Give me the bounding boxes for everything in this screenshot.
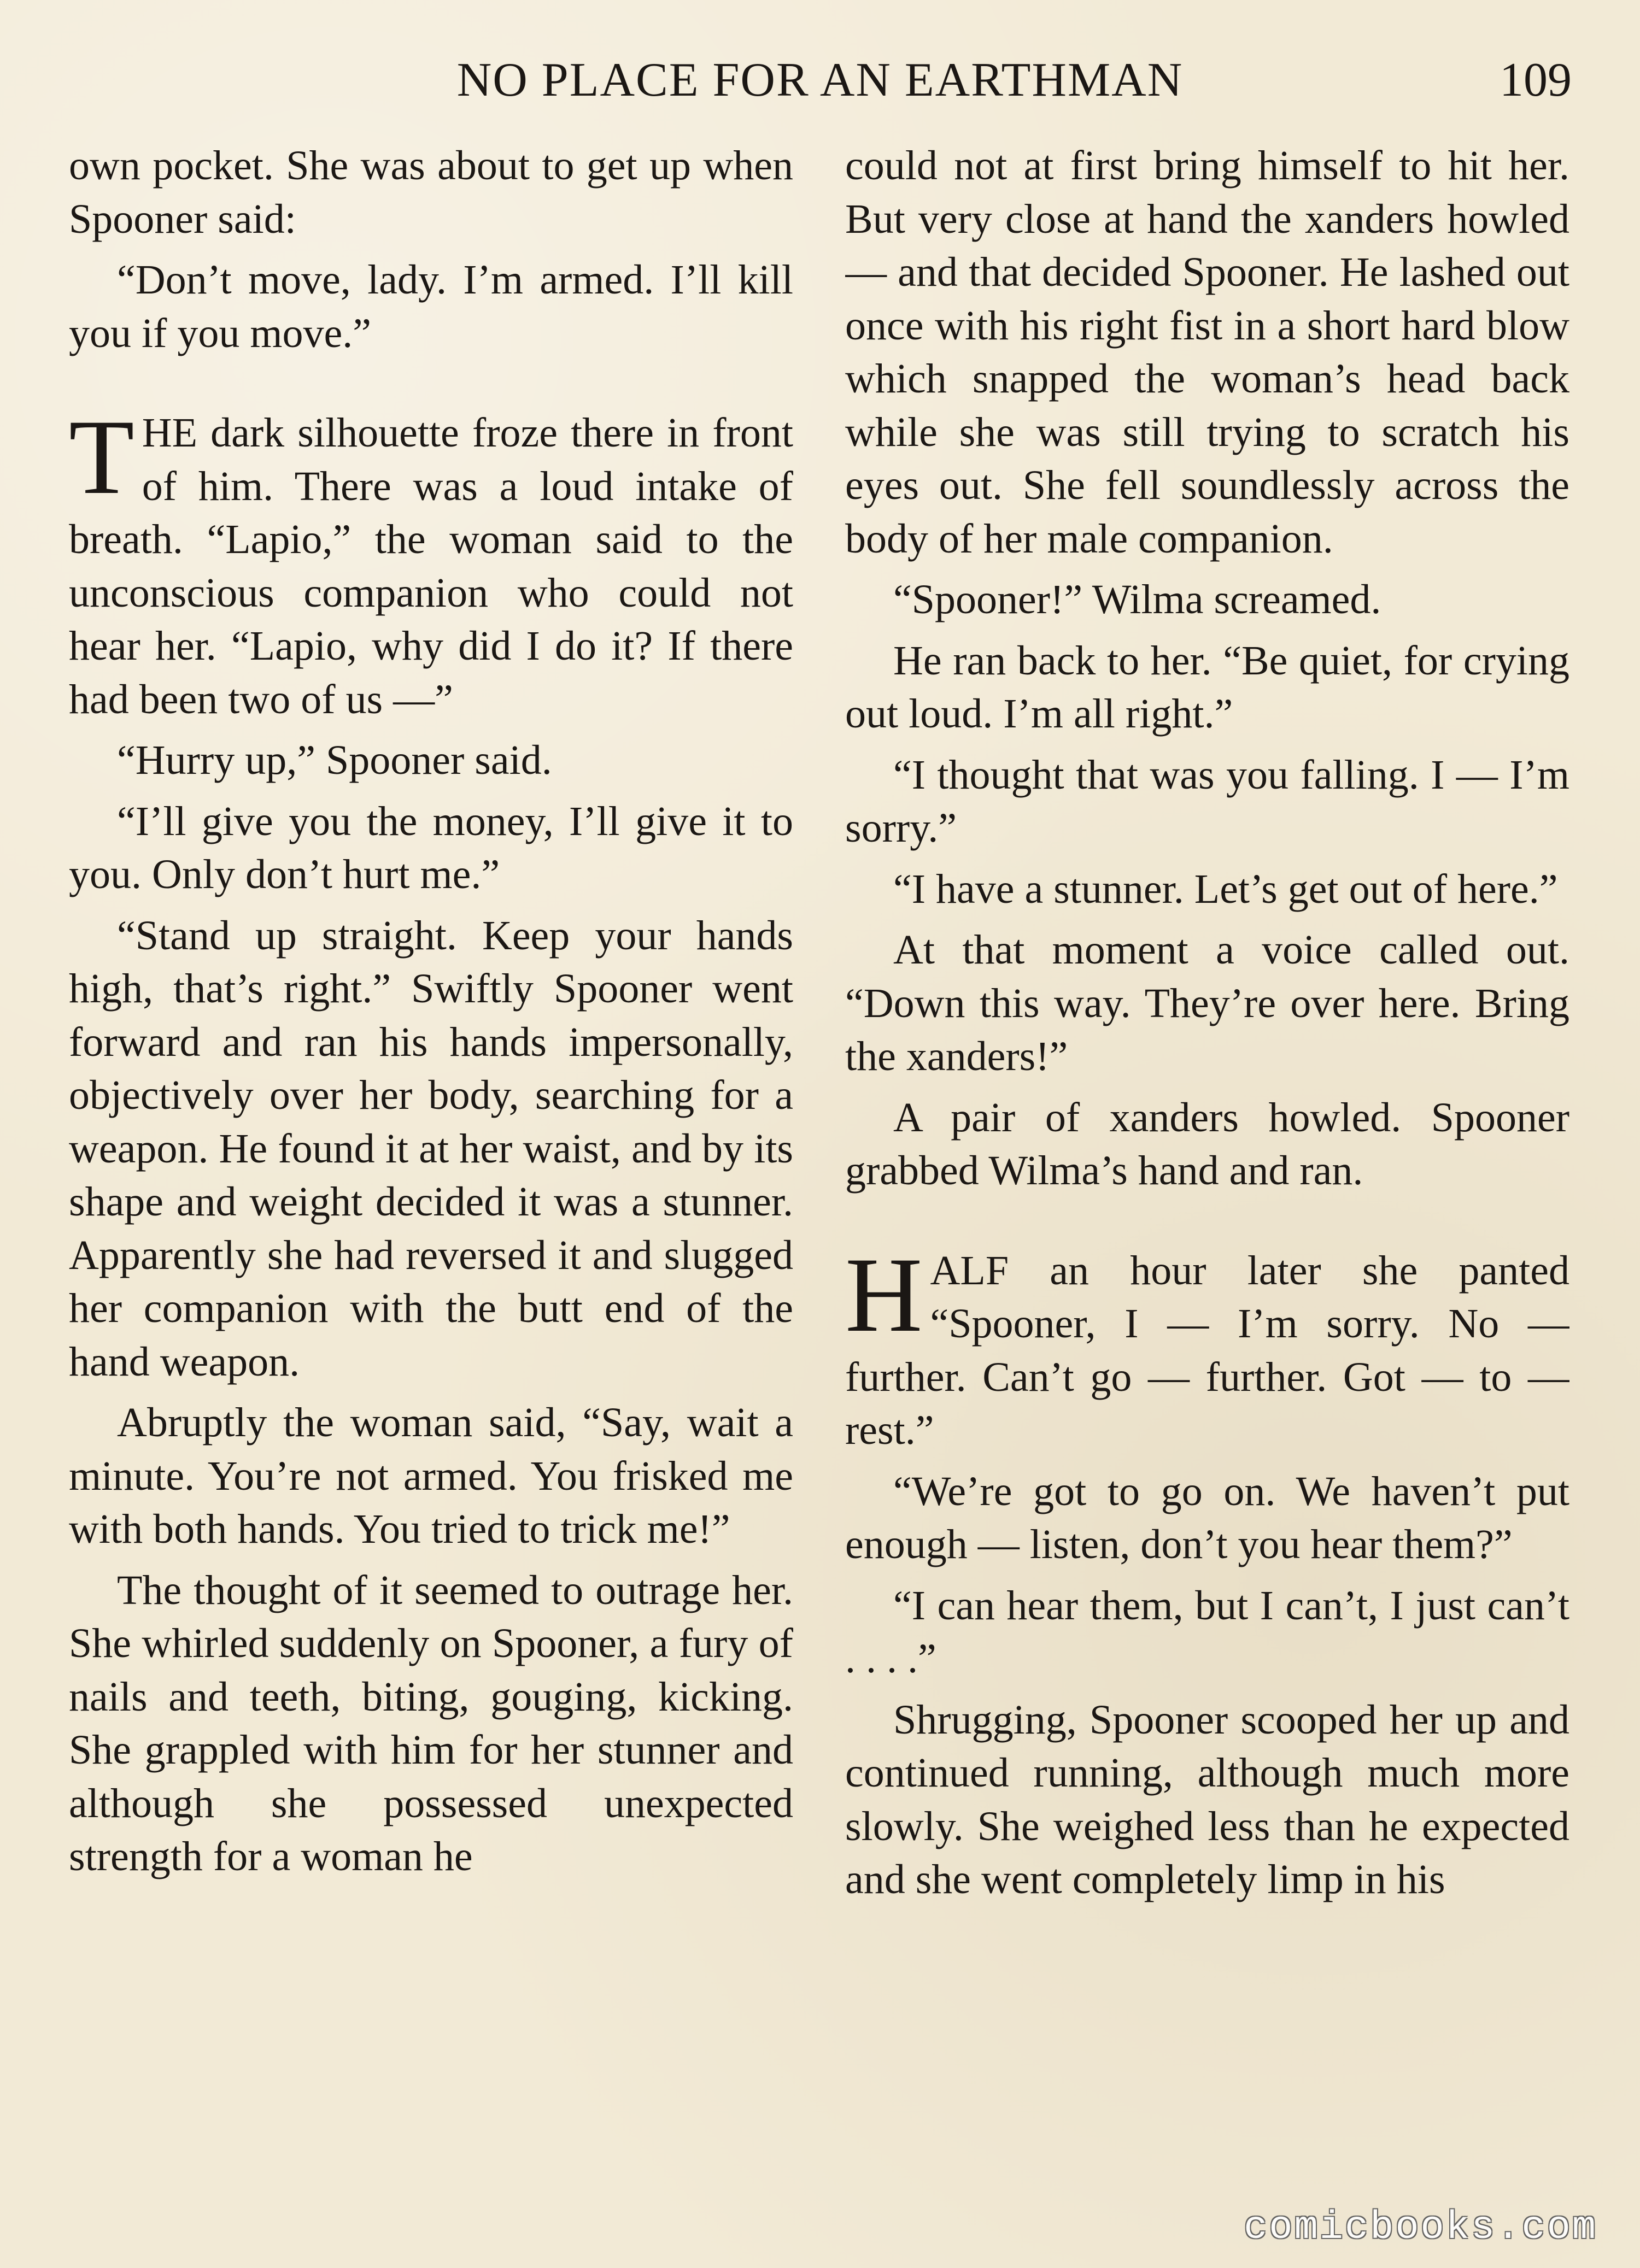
right-paragraph-4: “I thought that was you falling. I — I’m sorry.” (845, 751, 1569, 851)
left-paragraph-7: Abruptly the woman said, “Say, wait a minute. You’re not armed. You frisked me with both hands. You tried to trick me!” (69, 1400, 793, 1552)
left-paragraph-8: The thought of it seemed to outrage her. She whirled suddenly on Spooner, a fury of nails and teeth, biting, gouging, kicking. She grappled with him for her stunner and although she possessed unexpected strength for a woman he (69, 1567, 793, 1879)
left-paragraph-4: “Hurry up,” Spooner said. (117, 737, 552, 783)
right-paragraph-5: “I have a stunner. Let’s get out of here.” (893, 866, 1558, 912)
right-paragraph-8-text: ALF an hour later she panted “Spooner, I — I’m sorry. No — further. Can’t go — further. Got — to — rest.” (845, 1247, 1569, 1453)
page-number: 109 (1500, 54, 1572, 107)
right-text-column (845, 139, 1569, 2200)
right-paragraph-9: “We’re got to go on. We haven’t put enough — listen, don’t you hear them?” (845, 1468, 1569, 1567)
right-paragraph-7: A pair of xanders howled. Spooner grabbed Wilma’s hand and ran. (845, 1094, 1569, 1194)
left-paragraph-3-text: HE dark silhouette froze there in front of him. There was a loud intake of breath. “Lapio,” the woman said to the unconscious companion who could not hear her. “Lapio, why did I do it? If there had been two of us —” (69, 410, 793, 722)
story-title: NO PLACE FOR AN EARTHMAN (456, 54, 1184, 107)
site-watermark: comicbooks.com (1244, 2205, 1597, 2250)
left-paragraph-1: own pocket. She was about to get up when Spooner said: (69, 143, 793, 242)
right-paragraph-6: At that moment a voice called out. “Down this way. They’re over here. Bring the xanders!” (845, 927, 1569, 1079)
right-paragraph-2: “Spooner!” Wilma screamed. (893, 577, 1381, 622)
right-paragraph-10: “I can hear them, but I can’t, I just can’t . . . .” (845, 1582, 1569, 1682)
left-paragraph-2: “Don’t move, lady. I’m armed. I’ll kill you if you move.” (69, 257, 793, 356)
left-text-column (69, 139, 793, 2200)
left-paragraph-6: “Stand up straight. Keep your hands high, that’s right.” Swiftly Spooner went forward and ran his hands impersonally, objectively over her body, searching for a weapon. He found it at her waist, and by its shape and weight decided it was a stunner. Apparently she had reversed it and slugged her companion with the butt end of the hand weapon. (69, 912, 793, 1385)
left-paragraph-5: “I’ll give you the money, I’ll give it to you. Only don’t hurt me.” (69, 798, 793, 897)
right-paragraph-1: could not at first bring himself to hit her. But very close at hand the xanders howled — and that decided Spooner. He lashed out once with his right fist in a short hard blow which snapped the woman’s head back while she was still trying to scratch his eyes out. She fell soundlessly across the body of her male companion. (845, 143, 1569, 562)
drop-cap-letter: H (845, 1235, 923, 1354)
right-paragraph-11: Shrugging, Spooner scooped her up and continued running, although much more slowly. She weighed less than he expected and she went completely limp in his (845, 1696, 1569, 1902)
left-paragraph-3-with-drop-cap (69, 398, 793, 726)
running-header (0, 50, 1640, 116)
right-paragraph-8-with-drop-cap (845, 1235, 1569, 1458)
drop-cap-letter: T (69, 398, 134, 516)
right-paragraph-3: He ran back to her. “Be quiet, for crying out loud. I’m all right.” (845, 637, 1569, 737)
